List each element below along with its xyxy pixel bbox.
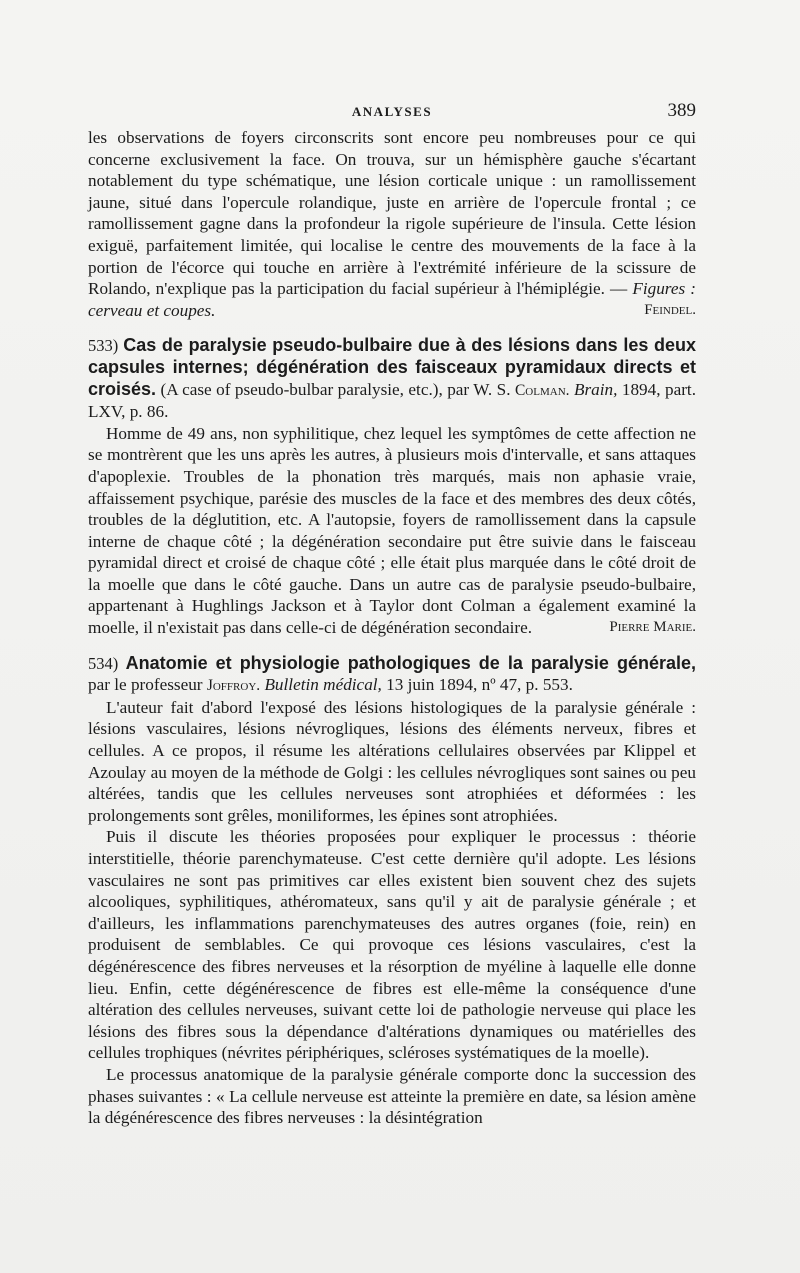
entry-signature: Pierre Marie. — [609, 619, 696, 636]
intro-signature: Feindel. — [644, 301, 696, 318]
entry-title: Cas de paralysie pseudo-bulbaire due à des lésions dans les deux capsules internes; dégénération des faisceaux pyramidaux directs et croisés. — [88, 335, 697, 399]
intro-text: les observations de foyers circonscrits sont encore peu nombreuses pour ce qui concerne exclusivement la face. On trouva, sur un hémisphère gauche s'écartant notablement du type schématique, une lésion corticale unique : un ramollissement jaune, situé dans l'opercule rolandique, juste en arrière de l'opercule frontal ; ce ramollissement gagne dans la profondeur la rigole supérieure de l'insula. Cette lésion exiguë, parfaitement limitée, qui localise le centre des mouvements de la face à la portion de l'écorce qui touche en arrière à l'extrémité inférieure de la scissure de Rolando, n'explique pas la participation du facial supérieur à l'hémiplégie. — — [88, 128, 696, 299]
running-title: ANALYSES — [351, 104, 433, 119]
entry-paragraph: L'auteur fait d'abord l'exposé des lésions histologiques de la paralysie générale : lésions vasculaires, lésions névrogliques, lésions des éléments nerveux, fibres et cellules. A ce propos, il résume les altérations cellulaires observées par Klippel et Azoulay au moyen de la méthode de Golgi : les cellules névrogliques sont saines ou peu altérées, tandis que les cellules nerveuses sont atrophiées et déformées : les prolongements sont grêles, moniliformes, les épines sont atrophiées. — [88, 697, 696, 825]
entry-title: Anatomie et physiologie pathologiques de la paralysie générale, — [125, 652, 697, 673]
entry-paragraph — [88, 423, 696, 639]
entry-heading — [88, 653, 696, 697]
entry-journal: Brain, — [573, 379, 618, 399]
entry-reference-tail: 1894, part. LXV, p. 86. — [88, 379, 696, 422]
running-head — [88, 100, 696, 124]
entry-reference-tail: 13 juin 1894, nº 47, p. 553. — [381, 675, 573, 695]
entry-533 — [88, 335, 696, 638]
entry-paragraph-text: Homme de 49 ans, non syphilitique, chez lequel les symptômes de cette affection ne se montrèrent que les uns après les autres, à plusieurs mois d'intervalle, et sans attaques d'apoplexie. Troubles de la phonation très marqués, mais non aphasie vraie, affaissement psychique, parésie des muscles de la face et des membres des deux côtés, troubles de la déglutition, etc. A l'autopsie, foyers de ramollissement dans la capsule interne de chaque côté ; la dégénération secondaire put être suivie dans le faisceau pyramidal direct et croisé de chaque côté ; elle était plus marquée dans le côté droit de la moelle que dans le côté gauche. Dans un autre cas de paralysie pseudo-bulbaire, appartenant à Hughlings Jackson et à Taylor dont Colman a également examiné la moelle, il n'existait pas dans celle-ci de dégénération secondaire. — [88, 423, 696, 638]
intro-paragraph — [88, 127, 696, 321]
entry-number: 533) — [88, 336, 119, 356]
page-number: 389 — [667, 100, 696, 121]
entry-paragraph: Puis il discute les théories proposées pour expliquer le processus : théorie interstitielle, théorie parenchymateuse. C'est cette dernière qu'il adopte. Les lésions vasculaires ne sont pas primitives car elles existent bien souvent chez des sujets alcooliques, syphilitiques, athéromateux, sans qu'il y ait de paralysie générale ; et d'ailleurs, les inflammations parenchymateuses des autres organes (foie, rein) en produisent de semblables. Ce qui provoque ces lésions vasculaires, c'est la dégénérescence des fibres nerveuses et la résorption de myéline à laquelle elle donne lieu. Enfin, cette dégénérescence de fibres est elle-même la conséquence d'une altération des cellules nerveuses, suivant cette loi de pathologie nerveuse qui place les lésions des fibres sous la dépendance d'altérations dynamiques ou matérielles des cellules trophiques (névrites périphériques, scléroses systématiques de la moelle). — [88, 827, 696, 1063]
entry-author: Joffroy. — [206, 677, 261, 695]
intro-figures: Figures : cerveau et coupes. — [88, 279, 696, 320]
page-body — [88, 127, 696, 1129]
entry-reference: (A case of pseudo-bulbar paralysie, etc.), par W. S. — [156, 379, 515, 399]
entry-534 — [88, 653, 696, 1129]
entry-number: 534) — [88, 653, 119, 673]
entry-heading — [88, 335, 696, 422]
entry-author: Colman. — [514, 381, 570, 399]
entry-journal: Bulletin médical, — [264, 675, 382, 695]
entry-reference: par le professeur — [88, 675, 207, 695]
entry-paragraph: Le processus anatomique de la paralysie générale comporte donc la succession des phases suivantes : « La cellule nerveuse est atteinte la première en date, sa lésion amène la dégénérescence des fibres nerveuses : la désintégration — [88, 1064, 696, 1128]
